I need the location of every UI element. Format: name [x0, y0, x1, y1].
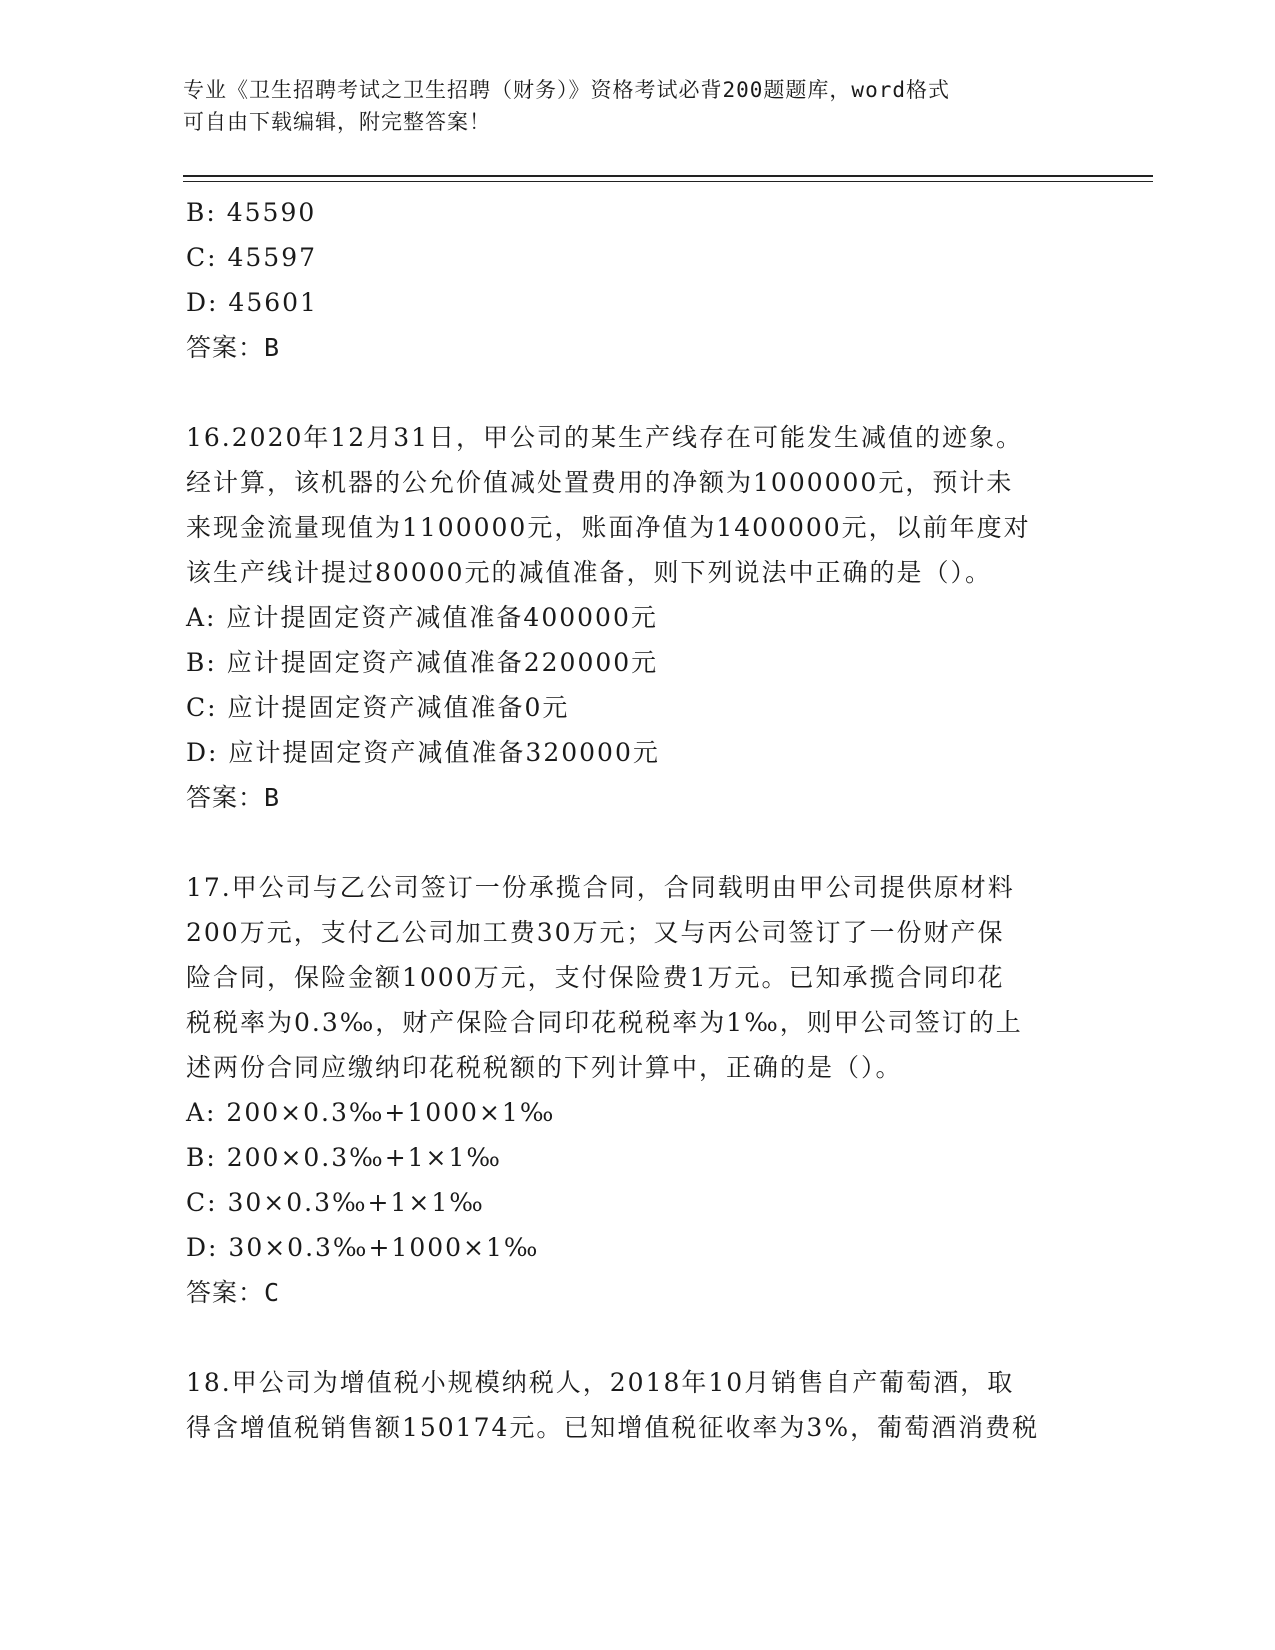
question-content	[186, 190, 1066, 1450]
option-d: D: 30×0.3‰+1000×1‰	[186, 1233, 540, 1262]
question-16	[186, 415, 1066, 820]
option-c: C: 45597	[186, 243, 318, 272]
header-divider-thin	[183, 181, 1153, 182]
question-15-tail	[186, 190, 1066, 370]
question-18	[186, 1360, 1066, 1450]
option-a: A: 200×0.3‰+1000×1‰	[186, 1098, 556, 1127]
question-stem-line: 经计算，该机器的公允价值减处置费用的净额为1000000元，预计未	[186, 468, 1014, 497]
document-header	[183, 74, 1063, 138]
answer-label: 答案：C	[186, 1278, 281, 1307]
question-stem-line: 险合同，保险金额1000万元，支付保险费1万元。已知承揽合同印花	[186, 963, 1005, 992]
question-stem-line: 得含增值税销售额150174元。已知增值税征收率为3%，葡萄酒消费税	[186, 1413, 1040, 1442]
header-divider-thick	[183, 175, 1153, 177]
question-stem-line: 200万元，支付乙公司加工费30万元；又与丙公司签订了一份财产保	[186, 918, 1005, 947]
option-c: C: 30×0.3‰+1×1‰	[186, 1188, 485, 1217]
question-stem-line: 18.甲公司为增值税小规模纳税人，2018年10月销售自产葡萄酒，取	[186, 1368, 1015, 1397]
option-b: B: 应计提固定资产减值准备220000元	[186, 648, 659, 677]
question-stem-line: 税税率为0.3‰，财产保险合同印花税税率为1‰，则甲公司签订的上	[186, 1008, 1023, 1037]
option-c: C: 应计提固定资产减值准备0元	[186, 693, 570, 722]
question-17	[186, 865, 1066, 1315]
answer-label: 答案：B	[186, 783, 281, 812]
header-line-1: 专业《卫生招聘考试之卫生招聘（财务）》资格考试必背200题题库，word格式	[183, 78, 950, 102]
question-stem-line: 该生产线计提过80000元的减值准备，则下列说法中正确的是（）。	[186, 558, 993, 587]
header-line-2: 可自由下载编辑，附完整答案！	[183, 110, 491, 134]
question-stem-line: 16.2020年12月31日，甲公司的某生产线存在可能发生减值的迹象。	[186, 423, 1024, 452]
option-a: A: 应计提固定资产减值准备400000元	[186, 603, 658, 632]
option-d: D: 应计提固定资产减值准备320000元	[186, 738, 660, 767]
question-stem-line: 述两份合同应缴纳印花税税额的下列计算中，正确的是（）。	[186, 1053, 903, 1082]
option-b: B: 200×0.3‰+1×1‰	[186, 1143, 502, 1172]
answer-label: 答案：B	[186, 333, 281, 362]
option-b: B: 45590	[186, 198, 317, 227]
question-stem-line: 来现金流量现值为1100000元，账面净值为1400000元，以前年度对	[186, 513, 1031, 542]
option-d: D: 45601	[186, 288, 318, 317]
question-stem-line: 17.甲公司与乙公司签订一份承揽合同，合同载明由甲公司提供原材料	[186, 873, 1015, 902]
